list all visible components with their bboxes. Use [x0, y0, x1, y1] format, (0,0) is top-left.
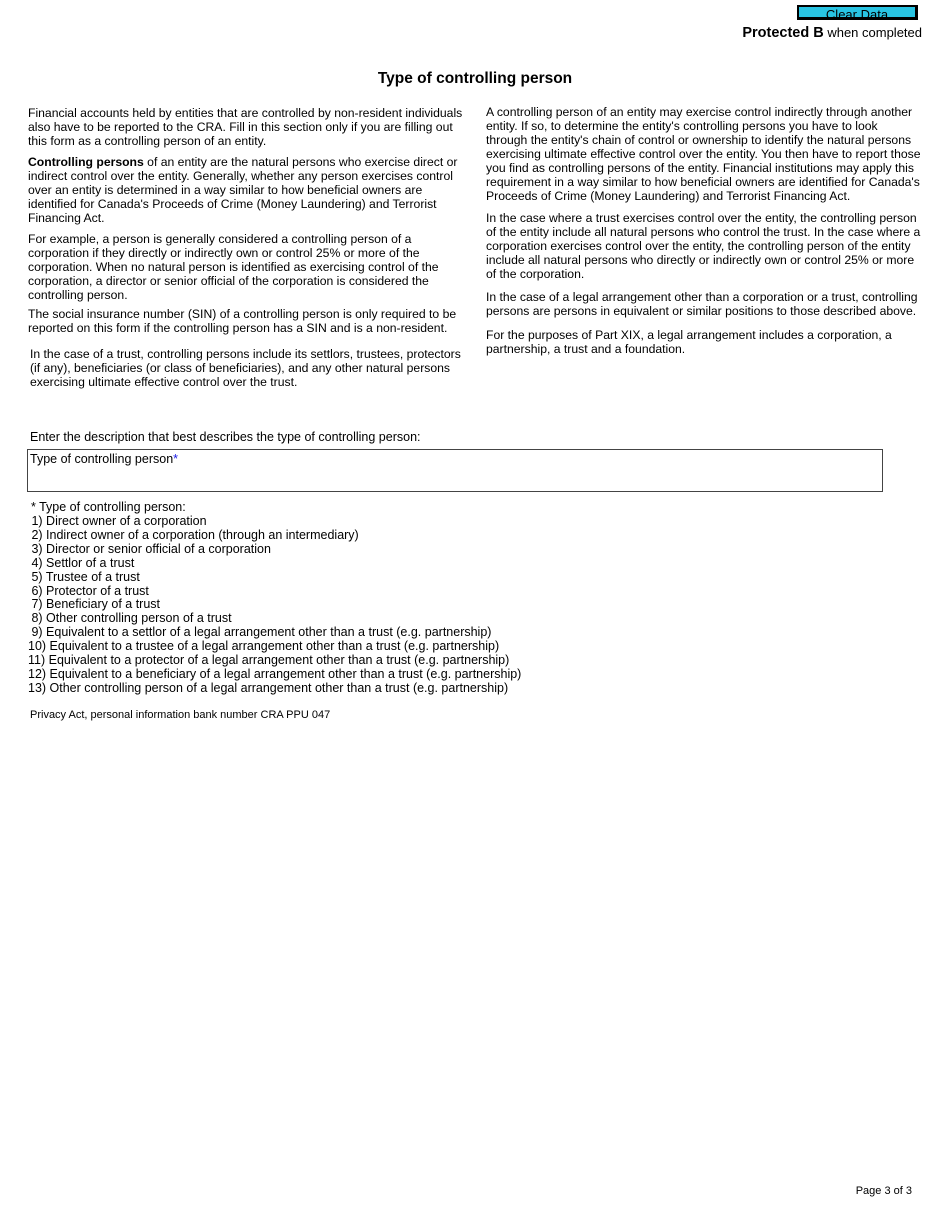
- clear-data-button[interactable]: Clear Data: [797, 5, 918, 20]
- example-paragraph: For example, a person is generally considered a controlling person of a corporation if they directly or indirectly own or control 25% or more of the corporation. When no natural person is identified as exercising control of the corporation, a director or senior official of the corporation is considered the controlling person.: [28, 232, 439, 302]
- list-item: 5) Trustee of a trust: [28, 569, 140, 584]
- protected-level: Protected B: [742, 25, 824, 41]
- list-item: 10) Equivalent to a trustee of a legal arrangement other than a trust (e.g. partnership): [28, 639, 500, 654]
- list-item: 3) Director or senior official of a corporation: [28, 541, 271, 556]
- controlling-persons-paragraph: [28, 155, 468, 225]
- field-label: [30, 452, 178, 466]
- left-column: [28, 106, 468, 389]
- list-item: 8) Other controlling person of a trust: [28, 611, 232, 626]
- indirect-control-paragraph: A controlling person of an entity may exercise control indirectly through another entity. If so, to determine the entity's controlling persons you have to look through the entity's chain of control or ownership to identify the natural persons exercising ultimate effective control over the entity. You then have to report those you find as controlling persons of the entity. Financial institutions may apply this requirement in a way similar to how beneficial owners are identified for Canada's Proceeds of Crime (Money Laundering) and Terrorist Financing Act.: [486, 105, 921, 203]
- required-asterisk: *: [173, 452, 179, 466]
- list-item: 7) Beneficiary of a trust: [28, 597, 161, 612]
- right-column: [486, 105, 922, 356]
- page-number: Page 3 of 3: [855, 1185, 912, 1197]
- list-item: 12) Equivalent to a beneficiary of a legal arrangement other than a trust (e.g. partnership): [28, 666, 522, 681]
- intro-paragraph: Financial accounts held by entities that are controlled by non-resident individuals also have to be reported to the CRA. Fill in this section only if you are filling out this form as a controlling person of an entity.: [28, 106, 463, 148]
- section-title: Type of controlling person: [377, 70, 573, 87]
- list-item: 9) Equivalent to a settlor of a legal arrangement other than a trust (e.g. partnership): [28, 625, 492, 640]
- list-item: 13) Other controlling person of a legal arrangement other than a trust (e.g. partnership): [28, 680, 509, 695]
- sin-paragraph: The social insurance number (SIN) of a controlling person is only required to be reported on this form if the controlling person has a SIN and is a non-resident.: [28, 307, 457, 335]
- controlling-person-types-list: [28, 515, 521, 696]
- field-label-text: Type of controlling person: [30, 452, 174, 466]
- protected-b-label: [742, 25, 922, 41]
- privacy-notice: Privacy Act, personal information bank number CRA PPU 047: [30, 709, 331, 721]
- controlling-person-type-field[interactable]: [27, 449, 883, 492]
- trust-control-paragraph: In the case where a trust exercises control over the entity, the controlling person of the entity include all natural persons who control the trust. In the case where a corporation exercises control over the entity, the controlling person of the entity include all natural persons who directly or indirectly own or control 25% or more of the corporation.: [486, 211, 921, 281]
- part-xix-paragraph: For the purposes of Part XIX, a legal arrangement includes a corporation, a partnership, a trust and a foundation.: [486, 328, 892, 356]
- controlling-person-type-input[interactable]: [30, 468, 878, 488]
- list-item: 11) Equivalent to a protector of a legal arrangement other than a trust (e.g. partnership): [28, 653, 510, 668]
- protected-suffix: when completed: [823, 25, 922, 40]
- legal-arrangement-paragraph: In the case of a legal arrangement other than a corporation or a trust, controlling persons are persons in equivalent or similar positions to those described above.: [486, 290, 918, 318]
- controlling-persons-text: of an entity are the natural persons who exercise direct or indirect control over the entity. Generally, whether any person exercises control over an entity is determined in a way similar to how beneficial owners are identified for Canada's Proceeds of Crime (Money Laundering) and Terrorist Financing Act.: [28, 155, 458, 225]
- controlling-persons-term: Controlling persons: [28, 155, 144, 169]
- options-heading: * Type of controlling person:: [31, 500, 186, 514]
- instruction-text: Enter the description that best describes the type of controlling person:: [30, 430, 421, 444]
- list-item: 2) Indirect owner of a corporation (through an intermediary): [28, 527, 359, 542]
- trust-paragraph: In the case of a trust, controlling persons include its settlors, trustees, protectors (if any), beneficiaries (or class of beneficiaries), and any other natural persons exercising ultimate effective control over the trust.: [30, 347, 461, 389]
- list-item: 6) Protector of a trust: [28, 583, 149, 598]
- list-item: 1) Direct owner of a corporation: [28, 514, 207, 528]
- list-item: 4) Settlor of a trust: [28, 555, 135, 570]
